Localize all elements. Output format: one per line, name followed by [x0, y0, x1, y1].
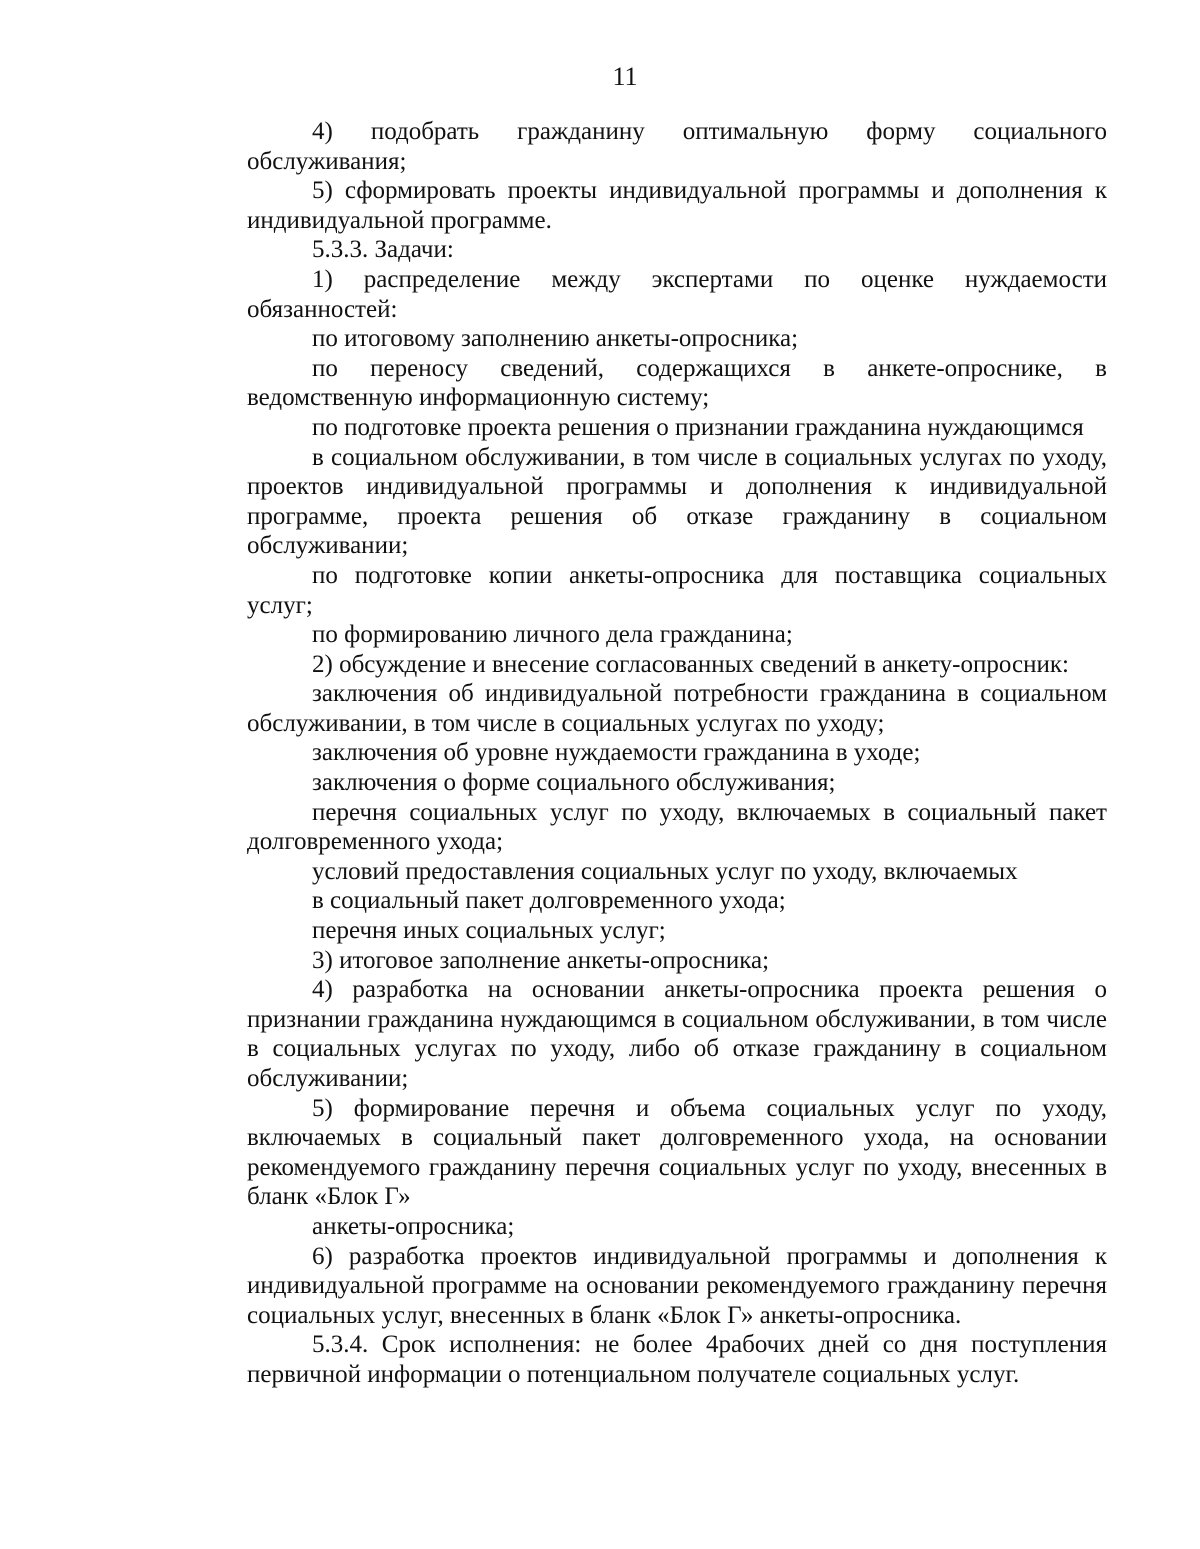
- paragraph: 5.3.4. Срок исполнения: не более 4рабочих дней со дня поступления первичной информации о потенциальном получателе социальных услуг.: [247, 1331, 1107, 1388]
- paragraph: по подготовке копии анкеты-опросника для поставщика социальных услуг;: [247, 561, 1107, 619]
- paragraph: по подготовке проекта решения о признании гражданина нуждающимся: [312, 413, 1084, 441]
- paragraph: заключения об уровне нуждаемости гражданина в уходе;: [312, 739, 921, 767]
- paragraph: по переносу сведений, содержащихся в анкете-опроснике, в ведомственную информационную систему;: [247, 354, 1107, 412]
- paragraph: анкеты-опросника;: [312, 1212, 515, 1240]
- paragraph: 4) разработка на основании анкеты-опросника проекта решения о признании гражданина нуждающимся в социальном обслуживании, в том числе в социальных услугах по уходу, либо об отказе гражданину в социальном обслуживании;: [247, 976, 1107, 1092]
- paragraph: заключения об индивидуальной потребности гражданина в социальном обслуживании, в том числе в социальных услугах по уходу;: [247, 680, 1107, 737]
- paragraph: условий предоставления социальных услуг по уходу, включаемых: [312, 857, 1018, 885]
- paragraph: 1) распределение между экспертами по оценке нуждаемости обязанностей:: [247, 265, 1107, 323]
- paragraph: по формированию личного дела гражданина;: [312, 621, 793, 649]
- paragraph: в социальном обслуживании, в том числе в социальных услугах по уходу, проектов индивидуальной программы и дополнения к индивидуальной программе, проекта решения об отказе гражданину в социальном обслуживании;: [247, 443, 1107, 560]
- page-number: 11: [612, 62, 638, 91]
- paragraph: 5.3.3. Задачи:: [312, 236, 454, 264]
- paragraph: заключения о форме социального обслуживания;: [312, 769, 836, 797]
- document-body: [247, 117, 1107, 1390]
- paragraph: перечня иных социальных услуг;: [312, 917, 666, 945]
- paragraph: 5) сформировать проекты индивидуальной программы и дополнения к индивидуальной программе.: [247, 177, 1107, 234]
- paragraph: по итоговому заполнению анкеты-опросника;: [312, 325, 799, 353]
- paragraph: 6) разработка проектов индивидуальной программы и дополнения к индивидуальной программе на основании рекомендуемого гражданину перечня социальных услуг, внесенных в бланк «Блок Г» анкеты-опросника.: [247, 1242, 1107, 1329]
- paragraph: 5) формирование перечня и объема социальных услуг по уходу, включаемых в социальный пакет долговременного ухода, на основании рекомендуемого гражданину перечня социальных услуг по уходу, внесенных в бланк «Блок Г»: [247, 1094, 1107, 1211]
- paragraph: 4) подобрать гражданину оптимальную форму социального обслуживания;: [247, 118, 1107, 175]
- paragraph: перечня социальных услуг по уходу, включаемых в социальный пакет долговременного ухода;: [247, 798, 1107, 856]
- paragraph: 2) обсуждение и внесение согласованных сведений в анкету-опросник:: [312, 650, 1069, 678]
- paragraph: 3) итоговое заполнение анкеты-опросника;: [312, 946, 770, 974]
- paragraph: в социальный пакет долговременного ухода;: [312, 887, 786, 915]
